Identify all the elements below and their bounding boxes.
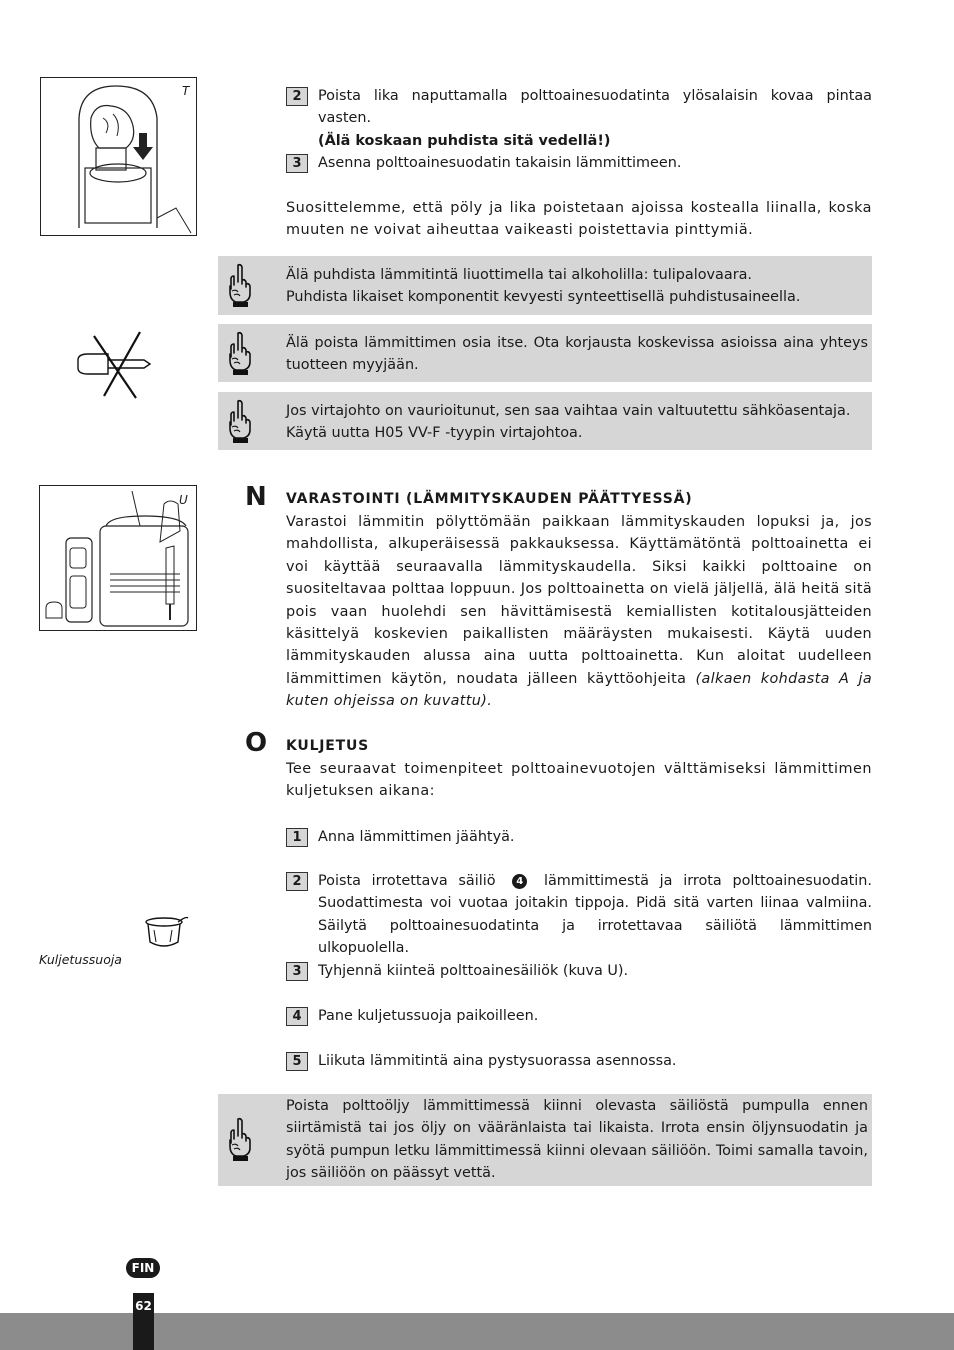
recommend-paragraph: Suosittelemme, että pöly ja lika poistetaan ajoissa kostealla liinalla, koska muuten ne voivat aiheuttaa vaikeasti poistettavia pinttymiä.: [286, 200, 872, 239]
step-number: 2: [286, 87, 308, 106]
transport-guard-caption: Kuljetussuoja: [39, 952, 122, 967]
step-number: 3: [286, 154, 308, 173]
warning-box: [218, 392, 872, 450]
step-text: Liikuta lämmitintä aina pystysuorassa asennossa.: [318, 1053, 677, 1069]
warning-box: [218, 1094, 872, 1186]
section-heading: VARASTOINTI (LÄMMITYSKAUDEN PÄÄTTYESSÄ): [286, 491, 693, 507]
pointing-hand-icon: [222, 1116, 256, 1162]
warning-text: Älä puhdista lämmitintä liuottimella tai alkoholilla: tulipalovaara. Puhdista likaiset komponentit kevyesti synteettisellä puhdistusaineella.: [286, 267, 801, 306]
figure-u-label: U: [179, 493, 188, 507]
step-text: Tyhjennä kiinteä polttoainesäiliök (kuva U).: [318, 963, 629, 979]
step-number: 4: [286, 1007, 308, 1026]
pointing-hand-icon: [222, 398, 256, 444]
language-badge: FIN: [126, 1258, 160, 1278]
section-body: Varastoi lämmitin pölyttömään paikkaan lämmityskauden lopuksi ja, jos mahdollista, alkuperäisessä pakkauksessa. Käyttämätöntä polttoainetta ei voi käyttää seuraavalla lämmityskaudella. Siksi kaikki polttoaine on suositeltavaa polttaa loppuun. Jos polttoainetta on vielä jäljellä, älä heitä sitä pois vaan huolehdi sen hävittämisestä kemiallisten kotitalousjätteiden käsittelyä koskevien paikallisten määräysten mukaisesti. Käytä uuden lämmityskauden alussa aina uutta polttoainetta. Kun aloitat uudelleen lämmittimen käytön, noudata jälleen käyttöohjeita (alkaen kohdasta A ja kuten ohjeissa on kuvattu).: [286, 514, 872, 710]
step-text: Pane kuljetussuoja paikoilleen.: [318, 1008, 539, 1024]
figure-t: [40, 77, 197, 236]
step-text: Anna lämmittimen jäähtyä.: [318, 829, 515, 845]
warning-box: [218, 324, 872, 382]
section-heading: KULJETUS: [286, 738, 370, 754]
step-number: 5: [286, 1052, 308, 1071]
section-intro: Tee seuraavat toimenpiteet polttoainevuotojen välttämiseksi lämmittimen kuljetuksen aikana:: [286, 761, 872, 800]
step-number: 1: [286, 828, 308, 847]
figure-u: [39, 485, 197, 631]
transport-guard-icon: [142, 914, 190, 952]
warning-text: Älä poista lämmittimen osia itse. Ota korjausta koskevissa asioissa aina yhteys tuotteen myyjään.: [286, 335, 868, 374]
step-text: Poista irrotettava säiliö 4 lämmittimestä ja irrota polttoainesuodatin. Suodattimesta voi vuotaa joitakin tippoja. Pidä sitä varten liinaa valmiina. Säilytä polttoainesuodatinta ja irrotettavaa säiliötä lämmittimen ulkopuolella.: [318, 873, 872, 957]
circled-number-icon: 4: [512, 874, 527, 889]
no-screwdriver-icon: [74, 330, 154, 402]
tank-draining-illustration: [40, 486, 196, 630]
pointing-hand-icon: [222, 330, 256, 376]
warning-box: [218, 256, 872, 315]
warning-text: Poista polttoöljy lämmittimessä kiinni olevasta säiliöstä pumpulla ennen siirtämistä tai jos öljy on vääränlaista tai likaista. Irrota ensin öljynsuodatin ja syötä pumpun letku lämmittimessä kiinni olevaan säiliöön. Toimi samalla tavoin, jos säiliöön on päässyt vettä.: [286, 1098, 868, 1182]
section-letter: N: [245, 482, 267, 512]
step-number: 3: [286, 962, 308, 981]
warning-text: Jos virtajohto on vaurioitunut, sen saa vaihtaa vain valtuutettu sähköasentaja. Käytä uutta H05 VV-F -tyypin virtajohtoa.: [286, 403, 851, 442]
pointing-hand-icon: [222, 262, 256, 308]
step-warning-bold: (Älä koskaan puhdista sitä vedellä!): [318, 132, 611, 149]
section-letter: O: [245, 728, 268, 758]
figure-t-label: T: [182, 84, 190, 98]
page-number: 62: [133, 1293, 154, 1350]
step-number: 2: [286, 872, 308, 891]
step-text: Poista lika naputtamalla polttoainesuodatinta ylösalaisin kovaa pintaa vasten. (Älä koskaan puhdista sitä vedellä!): [318, 88, 872, 149]
filter-tapping-illustration: [41, 78, 196, 235]
step-text: Asenna polttoainesuodatin takaisin lämmittimeen.: [318, 155, 682, 171]
